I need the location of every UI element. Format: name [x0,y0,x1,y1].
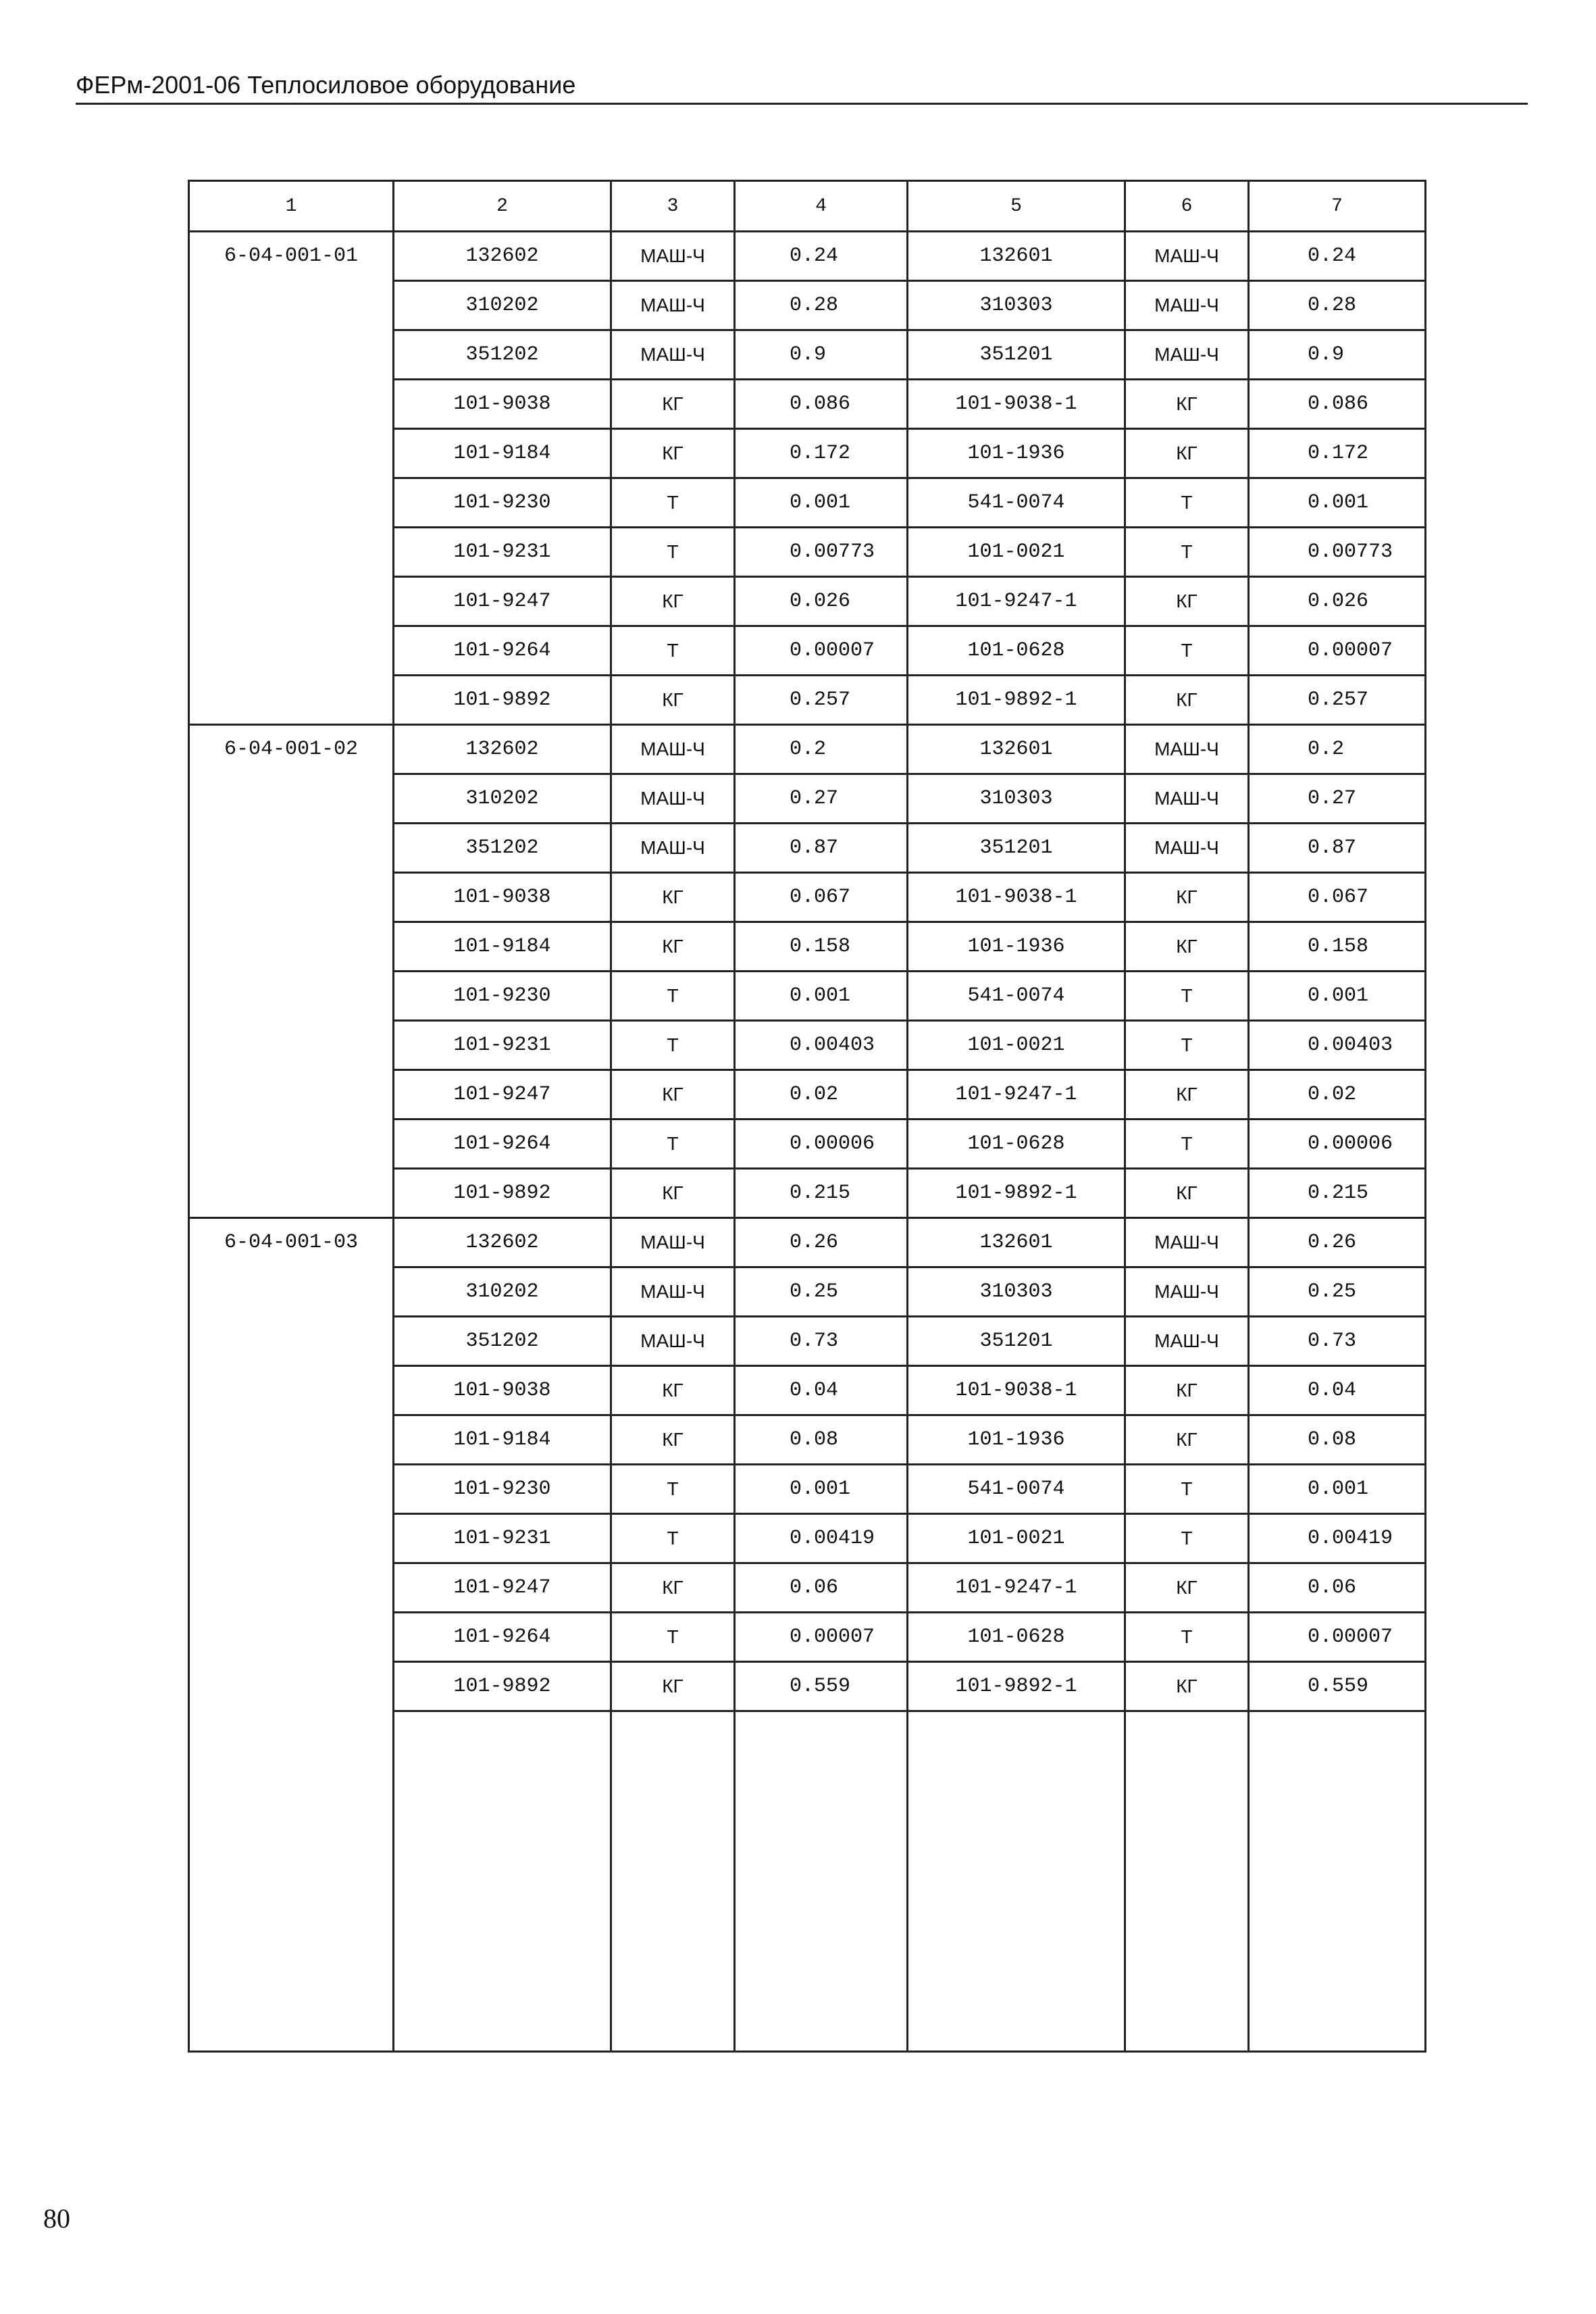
new-unit: МАШ-Ч [1125,1267,1249,1317]
new-quantity: 0.001 [1249,1465,1426,1514]
new-unit: КГ [1125,922,1249,972]
old-unit: Т [611,1021,735,1070]
old-resource-code: 351202 [394,330,611,380]
empty-cell [394,1711,611,2052]
empty-cell [1125,1711,1249,2052]
old-quantity: 0.086 [735,380,908,429]
new-resource-code: 351201 [908,330,1125,380]
old-resource-code: 101-9231 [394,1514,611,1563]
old-resource-code: 101-9892 [394,1169,611,1218]
new-unit: КГ [1125,429,1249,478]
new-resource-code: 310303 [908,1267,1125,1317]
old-resource-code: 351202 [394,824,611,873]
estimate-code: 6-04-001-02 [189,725,394,1218]
old-resource-code: 101-9247 [394,1070,611,1120]
column-number: 6 [1125,181,1249,232]
new-unit: КГ [1125,1366,1249,1415]
old-resource-code: 101-9264 [394,1613,611,1662]
new-resource-code: 101-0021 [908,1514,1125,1563]
old-quantity: 0.87 [735,824,908,873]
old-quantity: 0.00007 [735,626,908,676]
new-unit: КГ [1125,380,1249,429]
new-resource-code: 101-0021 [908,528,1125,577]
old-unit: Т [611,528,735,577]
empty-cell [611,1711,735,2052]
new-quantity: 0.215 [1249,1169,1426,1218]
table-row [189,1218,1426,1267]
new-resource-code: 101-1936 [908,922,1125,972]
new-unit: Т [1125,1021,1249,1070]
old-resource-code: 101-9892 [394,676,611,725]
empty-cell [735,1711,908,2052]
new-unit: Т [1125,528,1249,577]
old-resource-code: 101-9038 [394,873,611,922]
new-quantity: 0.06 [1249,1563,1426,1613]
new-resource-code: 101-9247-1 [908,1563,1125,1613]
new-quantity: 0.26 [1249,1218,1426,1267]
old-unit: МАШ-Ч [611,281,735,330]
old-resource-code: 132602 [394,1218,611,1267]
old-resource-code: 310202 [394,774,611,824]
old-unit: КГ [611,380,735,429]
new-quantity: 0.28 [1249,281,1426,330]
old-unit: КГ [611,873,735,922]
table-row [189,725,1426,774]
old-quantity: 0.215 [735,1169,908,1218]
new-quantity: 0.87 [1249,824,1426,873]
new-resource-code: 351201 [908,1317,1125,1366]
empty-cell [908,1711,1125,2052]
new-unit: МАШ-Ч [1125,774,1249,824]
new-resource-code: 101-1936 [908,1415,1125,1465]
old-quantity: 0.00419 [735,1514,908,1563]
old-quantity: 0.001 [735,478,908,528]
empty-cell [1249,1711,1426,2052]
old-resource-code: 310202 [394,281,611,330]
new-quantity: 0.04 [1249,1366,1426,1415]
resource-table [188,180,1426,2053]
new-quantity: 0.25 [1249,1267,1426,1317]
new-unit: Т [1125,972,1249,1021]
estimate-code: 6-04-001-01 [189,232,394,725]
new-unit: КГ [1125,1662,1249,1711]
old-unit: Т [611,1120,735,1169]
column-number: 3 [611,181,735,232]
new-quantity: 0.067 [1249,873,1426,922]
column-number-row [189,181,1426,232]
new-unit: Т [1125,478,1249,528]
new-unit: КГ [1125,676,1249,725]
old-unit: МАШ-Ч [611,232,735,281]
new-unit: Т [1125,1120,1249,1169]
old-quantity: 0.158 [735,922,908,972]
new-quantity: 0.026 [1249,577,1426,626]
new-resource-code: 101-0628 [908,626,1125,676]
old-quantity: 0.559 [735,1662,908,1711]
old-resource-code: 132602 [394,232,611,281]
old-unit: КГ [611,1415,735,1465]
new-unit: МАШ-Ч [1125,725,1249,774]
old-unit: МАШ-Ч [611,1218,735,1267]
table-row [189,232,1426,281]
new-quantity: 0.08 [1249,1415,1426,1465]
old-unit: МАШ-Ч [611,1317,735,1366]
old-unit: Т [611,1465,735,1514]
new-resource-code: 310303 [908,281,1125,330]
old-quantity: 0.04 [735,1366,908,1415]
new-unit: МАШ-Ч [1125,281,1249,330]
new-quantity: 0.27 [1249,774,1426,824]
old-unit: КГ [611,1169,735,1218]
new-unit: МАШ-Ч [1125,1317,1249,1366]
old-unit: МАШ-Ч [611,725,735,774]
old-resource-code: 101-9184 [394,922,611,972]
new-unit: Т [1125,1465,1249,1514]
new-unit: КГ [1125,1563,1249,1613]
old-quantity: 0.00007 [735,1613,908,1662]
old-unit: МАШ-Ч [611,330,735,380]
new-quantity: 0.559 [1249,1662,1426,1711]
page-header [76,70,1528,105]
old-unit: КГ [611,1563,735,1613]
new-resource-code: 541-0074 [908,1465,1125,1514]
old-resource-code: 101-9230 [394,972,611,1021]
old-resource-code: 101-9231 [394,528,611,577]
column-number: 7 [1249,181,1426,232]
old-quantity: 0.001 [735,972,908,1021]
old-quantity: 0.001 [735,1465,908,1514]
old-unit: КГ [611,1662,735,1711]
new-unit: Т [1125,626,1249,676]
new-quantity: 0.172 [1249,429,1426,478]
old-unit: КГ [611,1070,735,1120]
old-quantity: 0.00006 [735,1120,908,1169]
old-quantity: 0.08 [735,1415,908,1465]
old-quantity: 0.27 [735,774,908,824]
old-quantity: 0.026 [735,577,908,626]
new-unit: Т [1125,1613,1249,1662]
new-quantity: 0.9 [1249,330,1426,380]
new-resource-code: 101-9038-1 [908,873,1125,922]
old-quantity: 0.28 [735,281,908,330]
old-quantity: 0.9 [735,330,908,380]
new-quantity: 0.73 [1249,1317,1426,1366]
new-resource-code: 101-9038-1 [908,380,1125,429]
new-unit: МАШ-Ч [1125,330,1249,380]
old-quantity: 0.2 [735,725,908,774]
new-quantity: 0.00007 [1249,1613,1426,1662]
old-unit: МАШ-Ч [611,1267,735,1317]
column-number: 1 [189,181,394,232]
page-header-title: ФЕРм-2001-06 Теплосиловое оборудование [76,71,576,99]
new-quantity: 0.001 [1249,972,1426,1021]
old-unit: КГ [611,1366,735,1415]
new-quantity: 0.00006 [1249,1120,1426,1169]
old-quantity: 0.73 [735,1317,908,1366]
new-unit: КГ [1125,1169,1249,1218]
new-quantity: 0.02 [1249,1070,1426,1120]
old-resource-code: 101-9264 [394,1120,611,1169]
old-resource-code: 310202 [394,1267,611,1317]
old-quantity: 0.26 [735,1218,908,1267]
new-quantity: 0.2 [1249,725,1426,774]
old-resource-code: 101-9247 [394,577,611,626]
old-quantity: 0.00773 [735,528,908,577]
new-quantity: 0.086 [1249,380,1426,429]
new-quantity: 0.24 [1249,232,1426,281]
old-quantity: 0.25 [735,1267,908,1317]
old-quantity: 0.172 [735,429,908,478]
new-quantity: 0.001 [1249,478,1426,528]
new-resource-code: 310303 [908,774,1125,824]
old-quantity: 0.06 [735,1563,908,1613]
old-quantity: 0.02 [735,1070,908,1120]
old-unit: КГ [611,577,735,626]
old-quantity: 0.24 [735,232,908,281]
new-resource-code: 101-9892-1 [908,1169,1125,1218]
old-resource-code: 101-9184 [394,429,611,478]
old-resource-code: 101-9892 [394,1662,611,1711]
old-quantity: 0.067 [735,873,908,922]
old-unit: КГ [611,429,735,478]
old-resource-code: 101-9038 [394,1366,611,1415]
new-resource-code: 101-0628 [908,1613,1125,1662]
old-resource-code: 351202 [394,1317,611,1366]
new-unit: КГ [1125,1415,1249,1465]
old-unit: КГ [611,676,735,725]
old-unit: Т [611,1514,735,1563]
new-quantity: 0.00007 [1249,626,1426,676]
new-resource-code: 101-9038-1 [908,1366,1125,1415]
new-resource-code: 101-1936 [908,429,1125,478]
new-resource-code: 351201 [908,824,1125,873]
new-quantity: 0.158 [1249,922,1426,972]
old-unit: Т [611,478,735,528]
old-unit: Т [611,972,735,1021]
new-unit: КГ [1125,873,1249,922]
old-unit: Т [611,1613,735,1662]
new-resource-code: 541-0074 [908,972,1125,1021]
new-unit: МАШ-Ч [1125,1218,1249,1267]
new-quantity: 0.00403 [1249,1021,1426,1070]
column-number: 4 [735,181,908,232]
new-resource-code: 101-0628 [908,1120,1125,1169]
new-resource-code: 101-9892-1 [908,1662,1125,1711]
new-unit: МАШ-Ч [1125,824,1249,873]
old-unit: МАШ-Ч [611,824,735,873]
new-resource-code: 101-9247-1 [908,577,1125,626]
new-resource-code: 101-0021 [908,1021,1125,1070]
old-unit: МАШ-Ч [611,774,735,824]
page-number: 80 [43,2203,70,2234]
old-unit: КГ [611,922,735,972]
new-resource-code: 132601 [908,232,1125,281]
new-quantity: 0.00419 [1249,1514,1426,1563]
estimate-code: 6-04-001-03 [189,1218,394,2052]
old-resource-code: 101-9038 [394,380,611,429]
new-resource-code: 101-9247-1 [908,1070,1125,1120]
new-unit: МАШ-Ч [1125,232,1249,281]
new-quantity: 0.257 [1249,676,1426,725]
old-resource-code: 101-9231 [394,1021,611,1070]
old-resource-code: 101-9184 [394,1415,611,1465]
new-unit: Т [1125,1514,1249,1563]
new-resource-code: 541-0074 [908,478,1125,528]
old-resource-code: 101-9264 [394,626,611,676]
column-number: 5 [908,181,1125,232]
old-resource-code: 101-9247 [394,1563,611,1613]
new-unit: КГ [1125,577,1249,626]
old-unit: Т [611,626,735,676]
column-number: 2 [394,181,611,232]
old-resource-code: 101-9230 [394,1465,611,1514]
old-resource-code: 101-9230 [394,478,611,528]
old-resource-code: 132602 [394,725,611,774]
new-resource-code: 101-9892-1 [908,676,1125,725]
old-quantity: 0.00403 [735,1021,908,1070]
new-resource-code: 132601 [908,1218,1125,1267]
new-resource-code: 132601 [908,725,1125,774]
resource-table-body [189,181,1426,2052]
new-quantity: 0.00773 [1249,528,1426,577]
old-quantity: 0.257 [735,676,908,725]
new-unit: КГ [1125,1070,1249,1120]
